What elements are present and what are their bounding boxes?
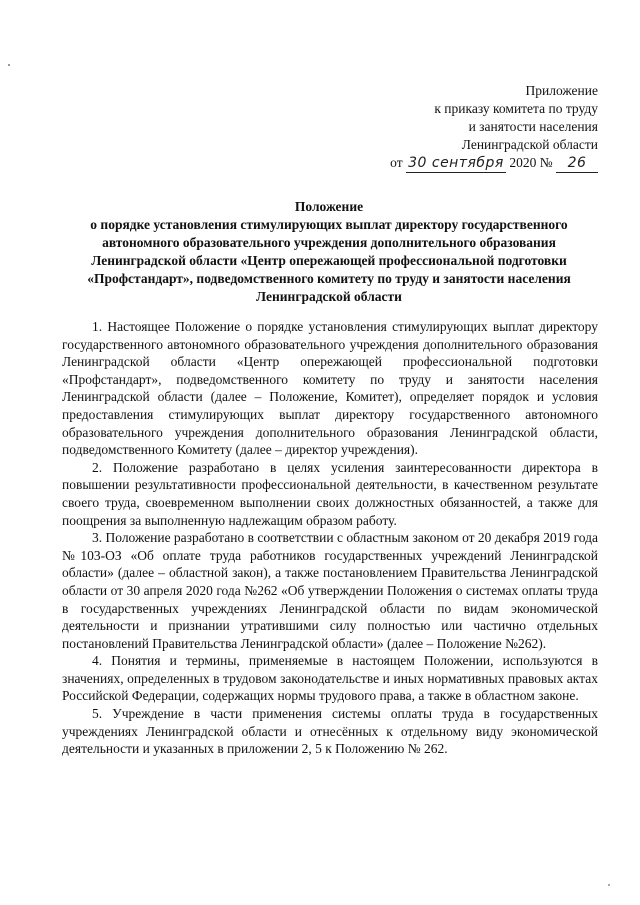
- committee-name: и занятости населения: [468, 119, 598, 134]
- order-reference: к приказу комитета по труду: [434, 101, 598, 116]
- scan-speck: [608, 884, 610, 886]
- date-prefix: от: [390, 155, 403, 170]
- scan-speck: [8, 64, 10, 66]
- handwritten-date: 30 сентября: [406, 154, 506, 173]
- title-heading: Положение: [294, 199, 364, 214]
- appendix-label: Приложение: [525, 83, 598, 98]
- appendix-header: [340, 82, 598, 173]
- paragraph: 3. Положение разработано в соответствии с областным законом от 20 декабря 2019 года №103-ОЗ «Об оплате труда работников государственных учреждений Ленинградской области» (далее – областной закон), а также постановлением Правительства Ленинградской области от 30 апреля 2020 года №262 «Об утверждении Положения о системах оплаты труда в государственных учреждениях Ленинградской области по видам экономической деятельности и признании утратившими силу полностью или частично отдельных постановлений Правительства Ленинградской области» (далее – Положение №262).: [62, 530, 598, 651]
- paragraph: 4. Понятия и термины, применяемые в настоящем Положении, используются в значениях, определенных в трудовом законодательстве и иных нормативных правовых актах Российской Федерации, содержащих нормы трудового права, а также в областном законе.: [62, 653, 598, 704]
- document-title: [60, 198, 598, 306]
- title-text: о порядке установления стимулирующих выплат директору государственного автономного образовательного учреждения дополнительного образования Ленинградской области «Центр опережающей профессиональной подготовки «Профстандарт», подведомственного комитету по труду и занятости населения Ленинградской области: [87, 217, 571, 304]
- handwritten-number: 26: [556, 154, 598, 173]
- region-name: Ленинградской области: [461, 137, 598, 152]
- order-date-line: [340, 154, 598, 173]
- paragraph: 2. Положение разработано в целях усиления заинтересованности директора в повышении результативности профессиональной деятельности, в качественном результате своего труда, своевременном выполнении своих должностных обязанностей, а также для поощрения за выполненную надлежащим образом работу.: [62, 459, 598, 528]
- paragraph: 5. Учреждение в части применения системы оплаты труда в государственных учреждениях Ленинградской области и отнесённых к отдельному виду экономической деятельности и указанных в приложении 2, 5 к Положению № 262.: [62, 706, 598, 757]
- order-year: 2020 №: [509, 155, 553, 170]
- document-body: [62, 318, 598, 758]
- paragraph: 1. Настоящее Положение о порядке установления стимулирующих выплат директору государственного автономного образовательного учреждения дополнительного образования Ленинградской области «Центр опережающей профессиональной подготовки «Профстандарт», подведомственного комитету по труду и занятости населения Ленинградской области (далее – Положение, Комитет), определяет порядок и условия предоставления стимулирующих выплат директору государственного автономного образовательного учреждения дополнительного образования Ленинградской области, подведомственного Комитету (далее – директор учреждения).: [62, 319, 598, 458]
